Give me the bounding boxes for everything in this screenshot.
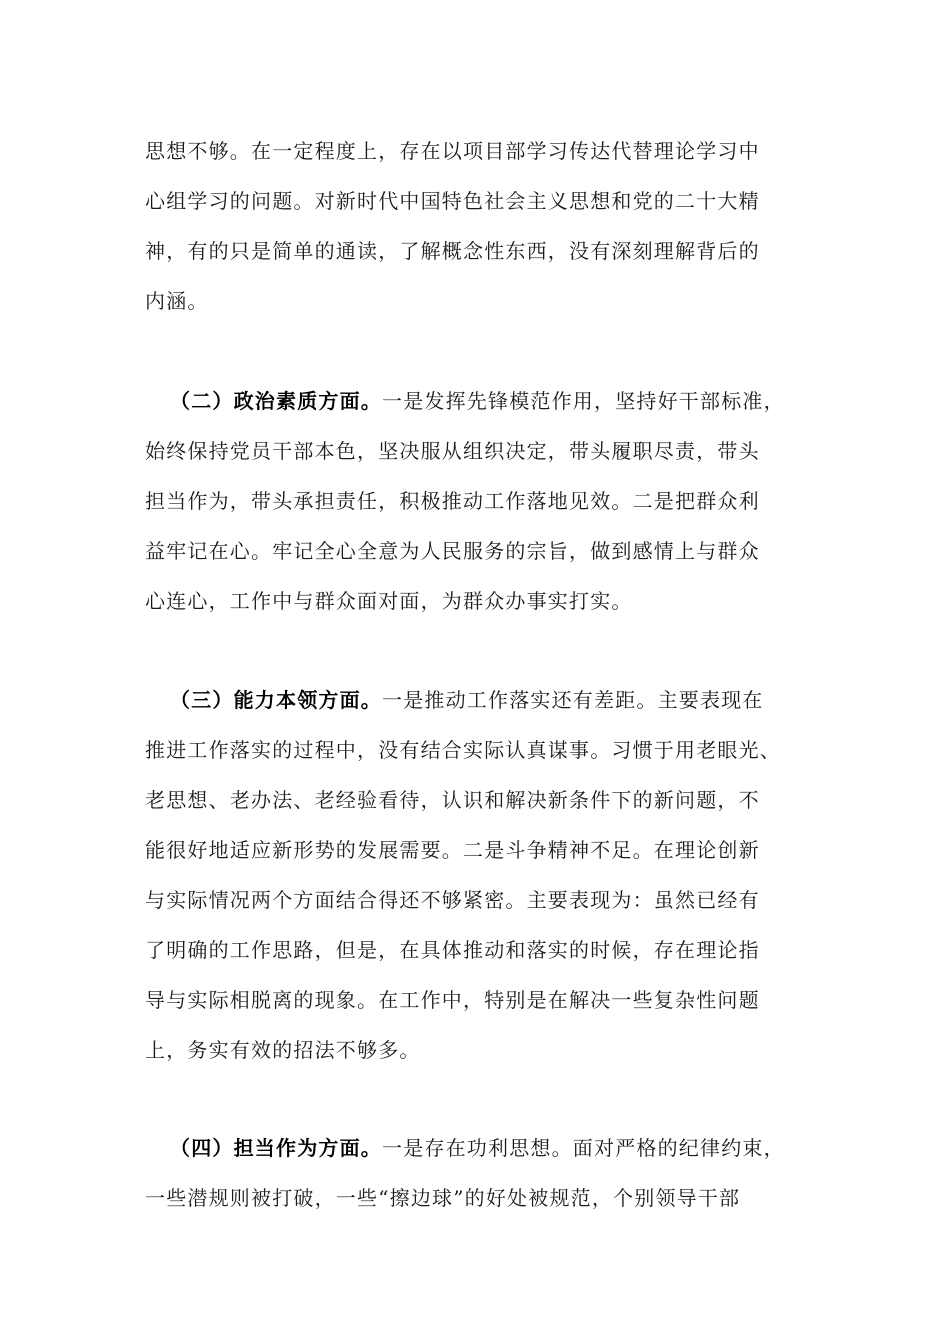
paragraph-line: 内涵。 (145, 289, 209, 313)
paragraph-line: 担当作为，带头承担责任，积极推动工作落地见效。二是把群众利 (145, 489, 760, 513)
paragraph-line: 导与实际相脱离的现象。在工作中，特别是在解决一些复杂性问题 (145, 988, 760, 1012)
section-heading: （三）能力本领方面。 (170, 688, 382, 712)
paragraph-line: 心连心，工作中与群众面对面，为群众办事实打实。 (145, 589, 633, 613)
paragraph-line: 益牢记在心。牢记全心全意为人民服务的宗旨，做到感情上与群众 (145, 539, 760, 563)
section-heading: （四）担当作为方面。 (170, 1136, 382, 1160)
paragraph-line (170, 1134, 785, 1162)
paragraph-line (170, 686, 764, 714)
paragraph-line (170, 387, 785, 415)
paragraph-line: 上，务实有效的招法不够多。 (145, 1038, 421, 1062)
section-heading: （二）政治素质方面。 (170, 389, 382, 413)
paragraph-line: 老思想、老办法、老经验看待，认识和解决新条件下的新问题，不 (145, 788, 760, 812)
paragraph-line: 始终保持党员干部本色，坚决服从组织决定，带头履职尽责，带头 (145, 439, 760, 463)
paragraph-line: 神，有的只是简单的通读，了解概念性东西，没有深刻理解背后的 (145, 239, 760, 263)
paragraph-line: 推进工作落实的过程中，没有结合实际认真谋事。习惯于用老眼光、 (145, 738, 781, 762)
section-text: 一是发挥先锋模范作用，坚持好干部标准， (382, 389, 785, 413)
paragraph-line: 与实际情况两个方面结合得还不够紧密。主要表现为：虽然已经有 (145, 888, 760, 912)
paragraph-line: 心组学习的问题。对新时代中国特色社会主义思想和党的二十大精 (145, 189, 760, 213)
paragraph-line: 一些潜规则被打破，一些“擦边球”的好处被规范，个别领导干部 (145, 1186, 741, 1210)
section-text: 一是存在功利思想。面对严格的纪律约束， (382, 1136, 785, 1160)
paragraph-line: 了明确的工作思路，但是，在具体推动和落实的时候，存在理论指 (145, 938, 760, 962)
paragraph-line: 思想不够。在一定程度上，存在以项目部学习传达代替理论学习中 (145, 139, 760, 163)
section-text: 一是推动工作落实还有差距。主要表现在 (382, 688, 764, 712)
paragraph-line: 能很好地适应新形势的发展需要。二是斗争精神不足。在理论创新 (145, 838, 760, 862)
